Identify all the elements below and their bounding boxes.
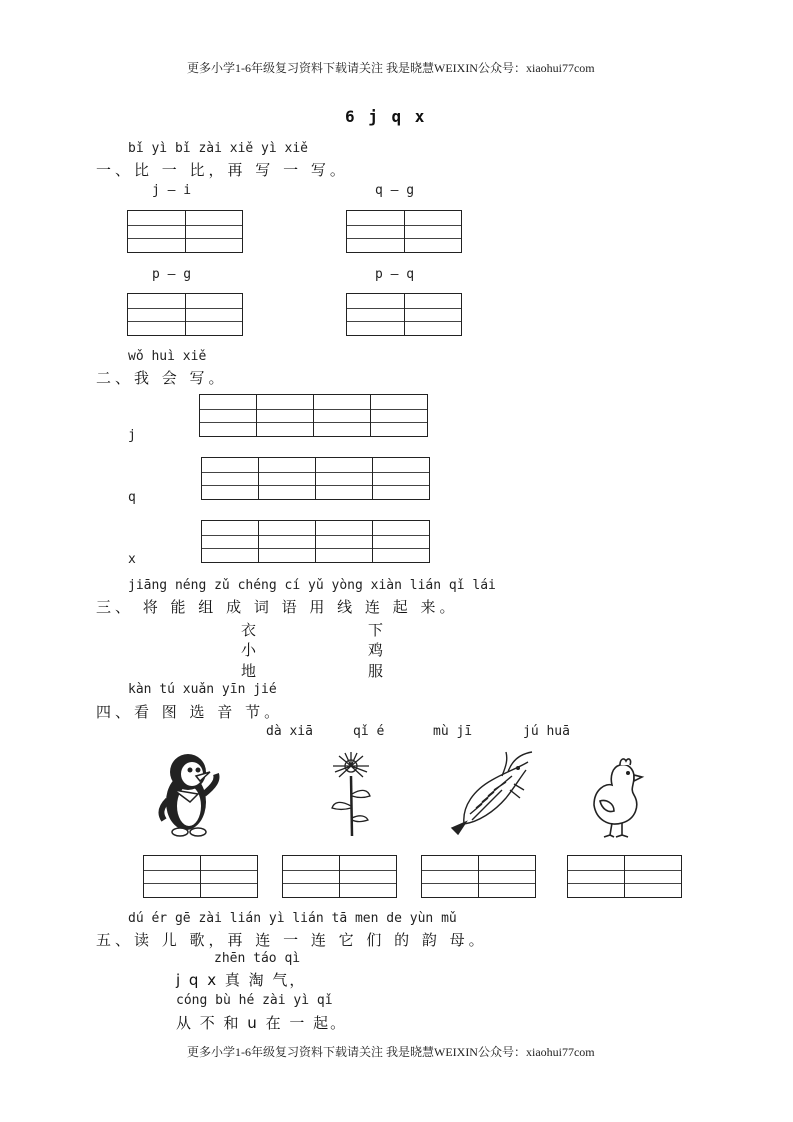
section3-heading: 三、 将 能 组 成 词 语 用 线 连 起 来。 [96,598,459,616]
match-right-3[interactable]: 服 [368,662,384,680]
match-right-2[interactable]: 鸡 [368,641,384,659]
writing-grid-3[interactable] [127,293,243,336]
rhyme-line1-pinyin: zhēn táo qì [214,951,301,966]
writing-grid-j[interactable] [199,394,428,437]
section2-heading: 二、我 会 写。 [96,369,228,387]
rhyme-line1: j q x 真 淘 气， [176,971,307,989]
section2-pinyin: wǒ huì xiě [128,349,207,364]
section1-heading: 一、比 一 比，再 写 一 写。 [96,161,349,179]
letter-pair-3: p — g [152,267,192,282]
page-footer: 更多小学1-6年级复习资料下载请关注 我是晓慧WEIXIN公众号：xiaohui77com [187,1045,595,1059]
section5-pinyin: dú ér gē zài lián yì lián tā men de yùn mǔ [128,911,457,926]
answer-grid-3[interactable] [421,855,536,898]
writing-grid-q[interactable] [201,457,430,500]
letter-pair-4: p — q [375,267,415,282]
section1-pinyin: bǐ yì bǐ zài xiě yì xiě [128,141,309,156]
writing-grid-4[interactable] [346,293,462,336]
option-qi-e: qǐ é [353,724,385,739]
answer-grid-1[interactable] [143,855,258,898]
letter-pair-1: j — i [152,183,192,198]
letter-j-label: j [128,428,136,443]
option-mu-ji: mù jī [433,724,473,739]
rhyme-line2-pinyin: cóng bù hé zài yì qǐ [176,993,333,1008]
section4-heading: 四、看 图 选 音 节。 [96,703,284,721]
writing-grid-1[interactable] [127,210,243,253]
letter-q-label: q [128,490,136,505]
section3-pinyin: jiāng néng zǔ chéng cí yǔ yòng xiàn lián qǐ lái [128,578,496,593]
writing-grid-2[interactable] [346,210,462,253]
answer-grid-4[interactable] [567,855,682,898]
flower-image [326,750,376,840]
letter-x-label: x [128,552,136,567]
shrimp-image [448,750,534,836]
answer-grid-2[interactable] [282,855,397,898]
page-header: 更多小学1-6年级复习资料下载请关注 我是晓慧WEIXIN公众号：xiaohui77com [187,61,595,75]
option-ju-hua: jú huā [523,724,570,739]
writing-grid-x[interactable] [201,520,430,563]
section5-heading: 五、读 儿 歌，再 连 一 连 它 们 的 韵 母。 [96,931,488,949]
match-left-3[interactable]: 地 [241,662,257,680]
penguin-image [156,750,220,838]
page-title: 6 j q x [345,107,427,126]
match-right-1[interactable]: 下 [368,621,384,639]
match-left-2[interactable]: 小 [241,641,257,659]
section4-pinyin: kàn tú xuǎn yīn jié [128,682,277,697]
chicken-image [584,755,646,839]
letter-pair-2: q — g [375,183,415,198]
rhyme-line2: 从 不 和 u 在 一 起。 [176,1014,348,1032]
match-left-1[interactable]: 衣 [241,621,257,639]
option-da-xia: dà xiā [266,724,313,739]
